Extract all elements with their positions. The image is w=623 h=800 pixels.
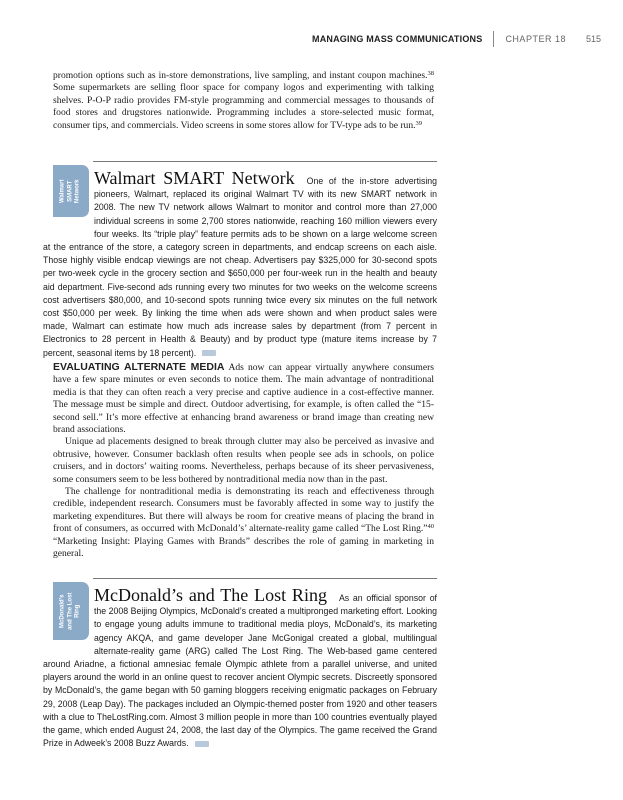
mcdonalds-box-content [43, 586, 437, 750]
footnote-ref-39: 39 [415, 119, 422, 127]
walmart-box-text: One of the in-store advertising pioneers, Walmart, replaced its original Walmart TV with its new SMART network in 2008. The new TV network allows Walmart to monitor and control more than 27,000 individual screens in some 2,700 stores nationwide, reaching 160 million viewers every four weeks. Its “triple play” feature permits ads to be shown on a large welcome screen at the entrance of the store, a category screen in departments, and endcap screens on each aisle. Those highly visible endcap viewings are not cheap. Advertisers pay $325,000 for 30-second spots per two-week cycle in the grocery section and $650,000 per four-week run in the health and beauty aid department. Five-second ads running every two minutes for two weeks on the welcome screens cost advertisers $80,000, and 10-second spots running twice every six minutes on the full network cost $50,000 per week. By linking the time when ads were shown and when product sales were made, Walmart can estimate how much ads increase sales by department (from 7 percent in Electronics to 28 percent in Health & Beauty) and by product type (mature items increase by 7 percent, seasonal items by 18 percent). [43, 176, 437, 358]
evaluating-paragraph-1: Ads now can appear virtually anywhere consumers have a few spare minutes or even seconds to notice them. The main advantage of nontraditional media is that they can often reach a very precise and captive audience in a cost-effective manner. The message must be simple and direct. Outdoor advertising, for example, is often called the “15-second sell.” It’s more effective at enhancing brand awareness or brand image than creating new brand associations. [53, 362, 434, 436]
walmart-sidebar-box [43, 161, 437, 361]
box-top-rule [93, 161, 437, 162]
page-number: 515 [585, 34, 601, 44]
end-mark-icon [202, 350, 216, 356]
mcdonalds-sidebar-box [43, 578, 437, 763]
mcdonalds-tab-label: McDonald’s and The Lost Ring [59, 592, 81, 630]
evaluating-paragraph-2: Unique ad placements designed to break through clutter may also be perceived as invasive and obtrusive, however. Consumer backlash often results when people see ads in schools, on police cruisers, and in doctors’ waiting rooms. Nevertheless, perhaps because of its sheer pervasiveness, some consumers seem to be less bothered by nontraditional media now than in the past. [53, 436, 434, 485]
header-title: MANAGING MASS COMMUNICATIONS [312, 34, 483, 44]
walmart-tab-label: Walmart SMART Network [59, 179, 81, 203]
walmart-box-title: Walmart SMART Network [94, 168, 295, 188]
footnote-ref-38: 38 [427, 70, 434, 77]
header-chapter: CHAPTER 18 [505, 34, 566, 44]
header-divider [493, 31, 494, 47]
mcdonalds-box-title: McDonald’s and The Lost Ring [94, 585, 327, 605]
running-header [312, 30, 601, 48]
evaluating-section [53, 361, 434, 561]
intro-text-a: promotion options such as in-store demonstrations, live sampling, and instant coupon machines. [53, 70, 428, 81]
mcdonalds-box-text: As an official sponsor of the 2008 Beijing Olympics, McDonald’s created a multipronged marketing effort. Looking to engage young adults immune to traditional media ploys, McDonald’s, its marketing agency AKQA, and game developer Jane McGonigal created a global, multilingual alternate-reality game (ARG) called The Lost Ring. The Web-based game centered around Ariadne, a fictional amnesiac female Olympic athlete from a parallel universe, and united players around the world in an online quest to recover ancient Olympic secrets. Discreetly sponsored by McDonald’s, the game began with 50 gaming bloggers receiving enigmatic packages on February 29, 2008 (Leap Day). The packages included an Olympic-themed poster from 1920 and other teasers with a clue to TheLostRing.com. Almost 3 million people in more than 100 countries eventually played the game, which ended August 24, 2008, the last day of the Olympics. The game received the Grand Prize in Adweek’s 2008 Buzz Awards. [43, 593, 437, 749]
intro-text-b: Some supermarkets are selling floor space for company logos and experimenting with talking shelves. P-O-P radio provides FM-style programming and commercial messages to thousands of food stores and drugstores nationwide. Programming includes a store-selected music format, consumer tips, and commercials. Video screens in some stores allow for TV-type ads to be run. [53, 82, 434, 131]
box-top-rule [93, 578, 437, 579]
footnote-ref-40: 40 [427, 523, 434, 531]
walmart-box-content [43, 169, 437, 360]
evaluating-paragraph-3: The challenge for nontraditional media is demonstrating its reach and effectiveness through credible, independent research. Consumers must be favorably affected in some way to justify the marketing expenditures. But there will always be room for creative means of placing the brand in front of consumers, as occurred with McDonald’s’ alternate-reality game called “The Lost Ring.”$^{40}$ “Marketing Insight: Playing Games with Brands” describes the role of gaming in marketing in general. [53, 486, 434, 560]
intro-paragraph [53, 70, 434, 132]
end-mark-icon [195, 741, 209, 747]
section-heading: EVALUATING ALTERNATE MEDIA [53, 361, 225, 373]
